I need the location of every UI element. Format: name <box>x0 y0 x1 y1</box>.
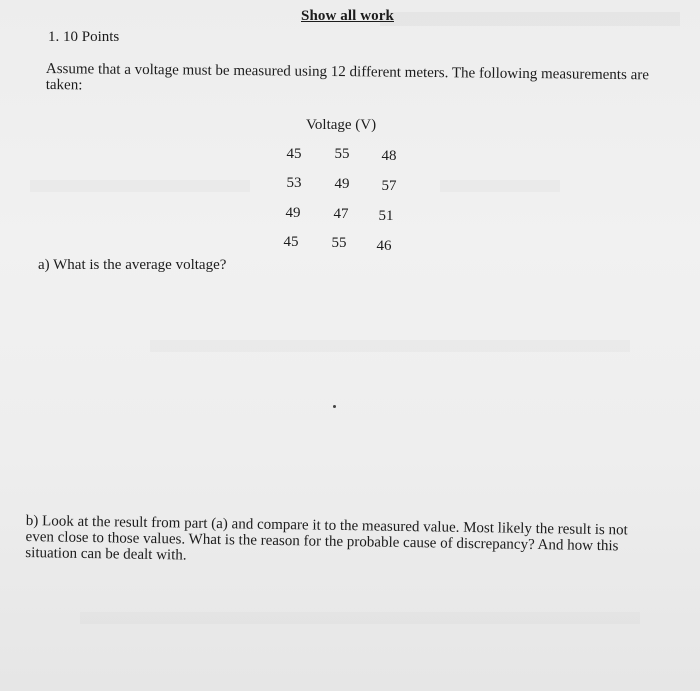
table-cell: 51 <box>378 208 394 224</box>
table-cell: 49 <box>334 176 350 192</box>
table-cell: 48 <box>381 148 397 164</box>
question-prompt: Assume that a voltage must be measured using 12 different meters. The following measurements are taken: <box>45 61 650 94</box>
bleed-through-texture <box>380 12 680 26</box>
table-cell: 49 <box>285 205 301 221</box>
bleed-through-texture <box>30 180 250 192</box>
table-cell: 47 <box>333 206 349 222</box>
table-cell: 45 <box>283 234 299 250</box>
table-cell: 55 <box>334 146 350 162</box>
table-cell: 57 <box>381 178 397 194</box>
bleed-through-texture <box>80 612 640 624</box>
table-cell: 53 <box>286 175 302 191</box>
bleed-through-texture <box>150 340 630 352</box>
table-cell: 55 <box>331 235 347 251</box>
bleed-through-texture <box>440 180 560 192</box>
table-cell: 46 <box>376 238 392 254</box>
question-number: 1. 10 Points <box>48 29 120 45</box>
part-b-question: b) Look at the result from part (a) and compare it to the measured value. Most likely the result is not even close to those values. What is the reason for the probable cause of discrepancy? And how this situation can be dealt with. <box>25 513 628 564</box>
show-all-work-heading: Show all work <box>301 8 394 24</box>
part-a-question: a) What is the average voltage? <box>38 257 227 273</box>
voltage-table-header: Voltage (V) <box>306 117 377 133</box>
table-cell: 45 <box>286 146 302 162</box>
stray-mark <box>333 405 336 408</box>
